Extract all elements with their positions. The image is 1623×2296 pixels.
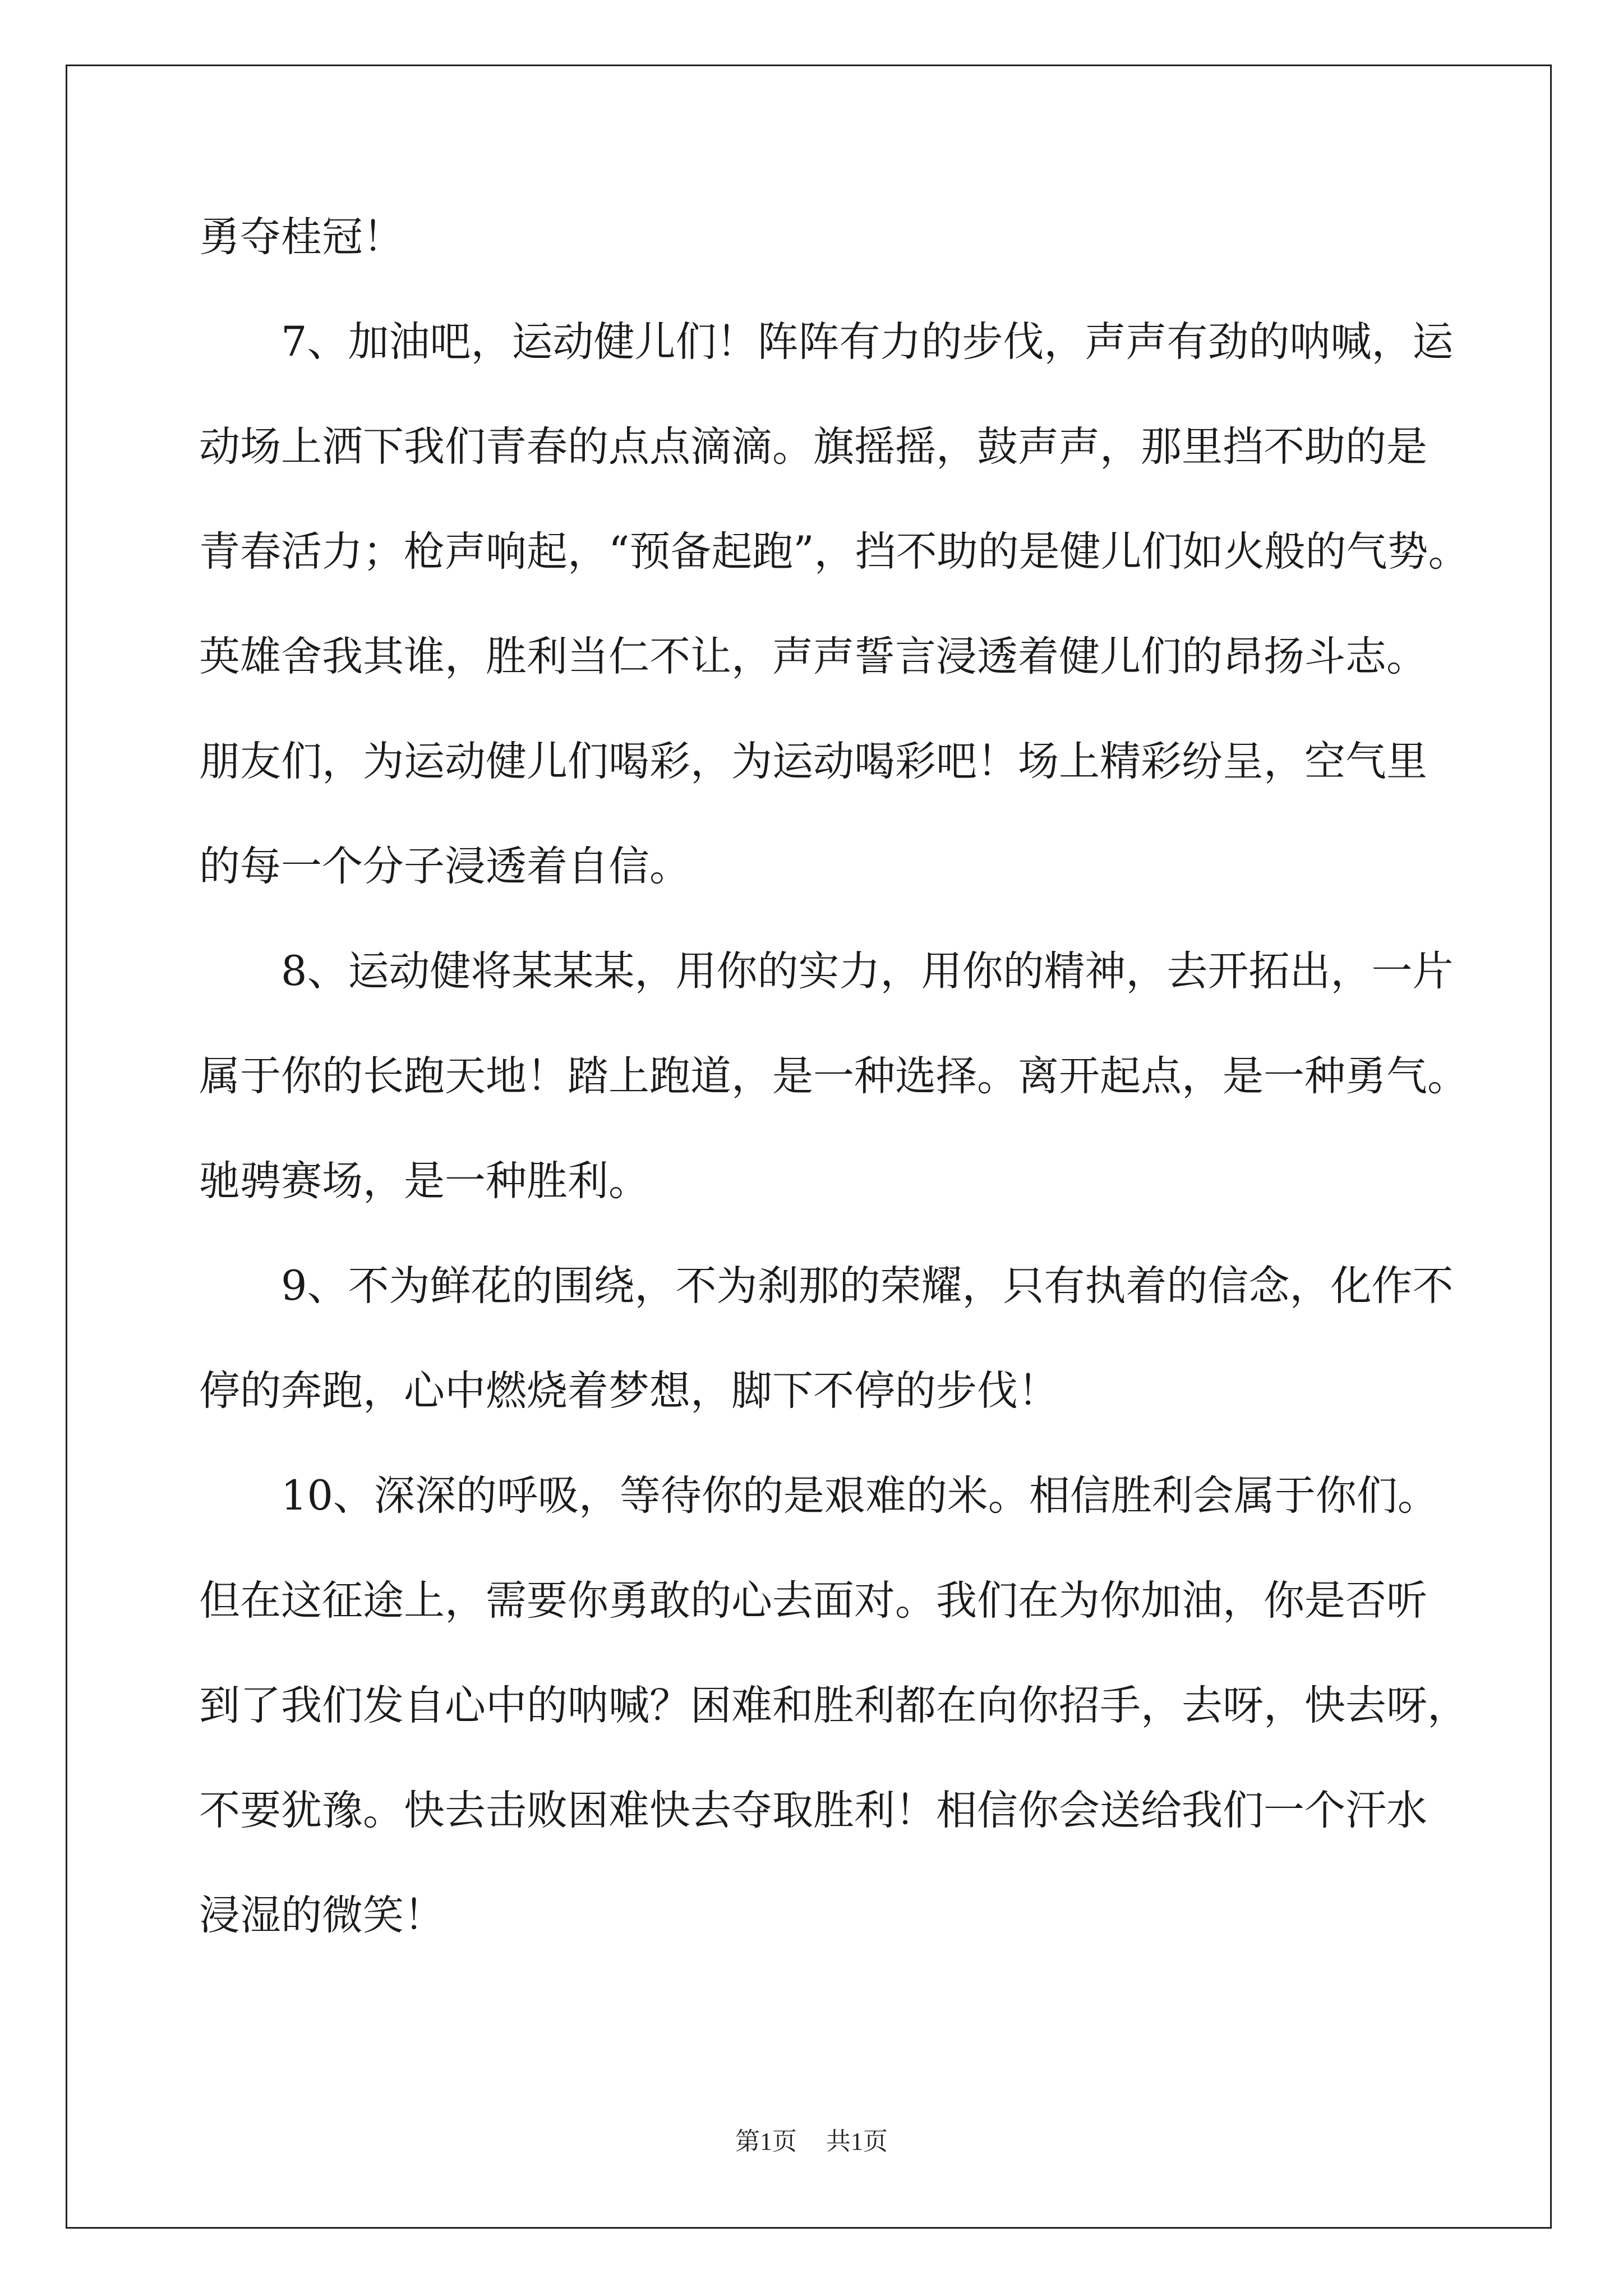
- text-line: 属于你的长跑天地！踏上跑道，是一种选择。离开起点，是一种勇气。: [199, 1052, 1468, 1100]
- text-line: 驰骋赛场，是一种胜利。: [199, 1157, 649, 1205]
- text-line: 8、运动健将某某某，用你的实力，用你的精神，去开拓出，一片: [199, 947, 1454, 995]
- text-line: 青春活力；枪声响起，“预备起跑”，挡不助的是健儿们如火般的气势。: [199, 528, 1469, 576]
- text-line: 浸湿的微笑！: [199, 1892, 445, 1939]
- text-line: 到了我们发自心中的呐喊？困难和胜利都在向你招手，去呀，快去呀，: [199, 1682, 1468, 1729]
- text-line: 9、不为鲜花的围绕，不为刹那的荣耀，只有执着的信念，化作不: [199, 1262, 1454, 1310]
- text-line: 停的奔跑，心中燃烧着梦想，脚下不停的步伐！: [199, 1367, 1059, 1415]
- text-line: 朋友们，为运动健儿们喝彩，为运动喝彩吧！场上精彩纷呈，空气里: [199, 738, 1427, 785]
- text-line: 英雄舍我其谁，胜利当仁不让，声声誓言浸透着健儿们的昂扬斗志。: [199, 633, 1427, 680]
- text-line: 10、深深的呼吸，等待你的是艰难的米。相信胜利会属于你们。: [199, 1472, 1438, 1520]
- page-total: 共1页: [826, 2128, 888, 2155]
- page-footer: [0, 2125, 1623, 2159]
- text-line: 7、加油吧，运动健儿们！阵阵有力的步伐，声声有劲的呐喊，运: [199, 318, 1454, 366]
- text-line: 不要犹豫。快去击败困难快去夺取胜利！相信你会送给我们一个汗水: [199, 1787, 1427, 1834]
- text-line: 勇夺桂冠！: [199, 213, 404, 261]
- text-line: 动场上洒下我们青春的点点滴滴。旗摇摇，鼓声声，那里挡不助的是: [199, 423, 1427, 471]
- page-number: 第1页: [735, 2128, 797, 2155]
- text-line: 但在这征途上，需要你勇敢的心去面对。我们在为你加油，你是否听: [199, 1577, 1427, 1625]
- text-line: 的每一个分子浸透着自信。: [199, 843, 690, 890]
